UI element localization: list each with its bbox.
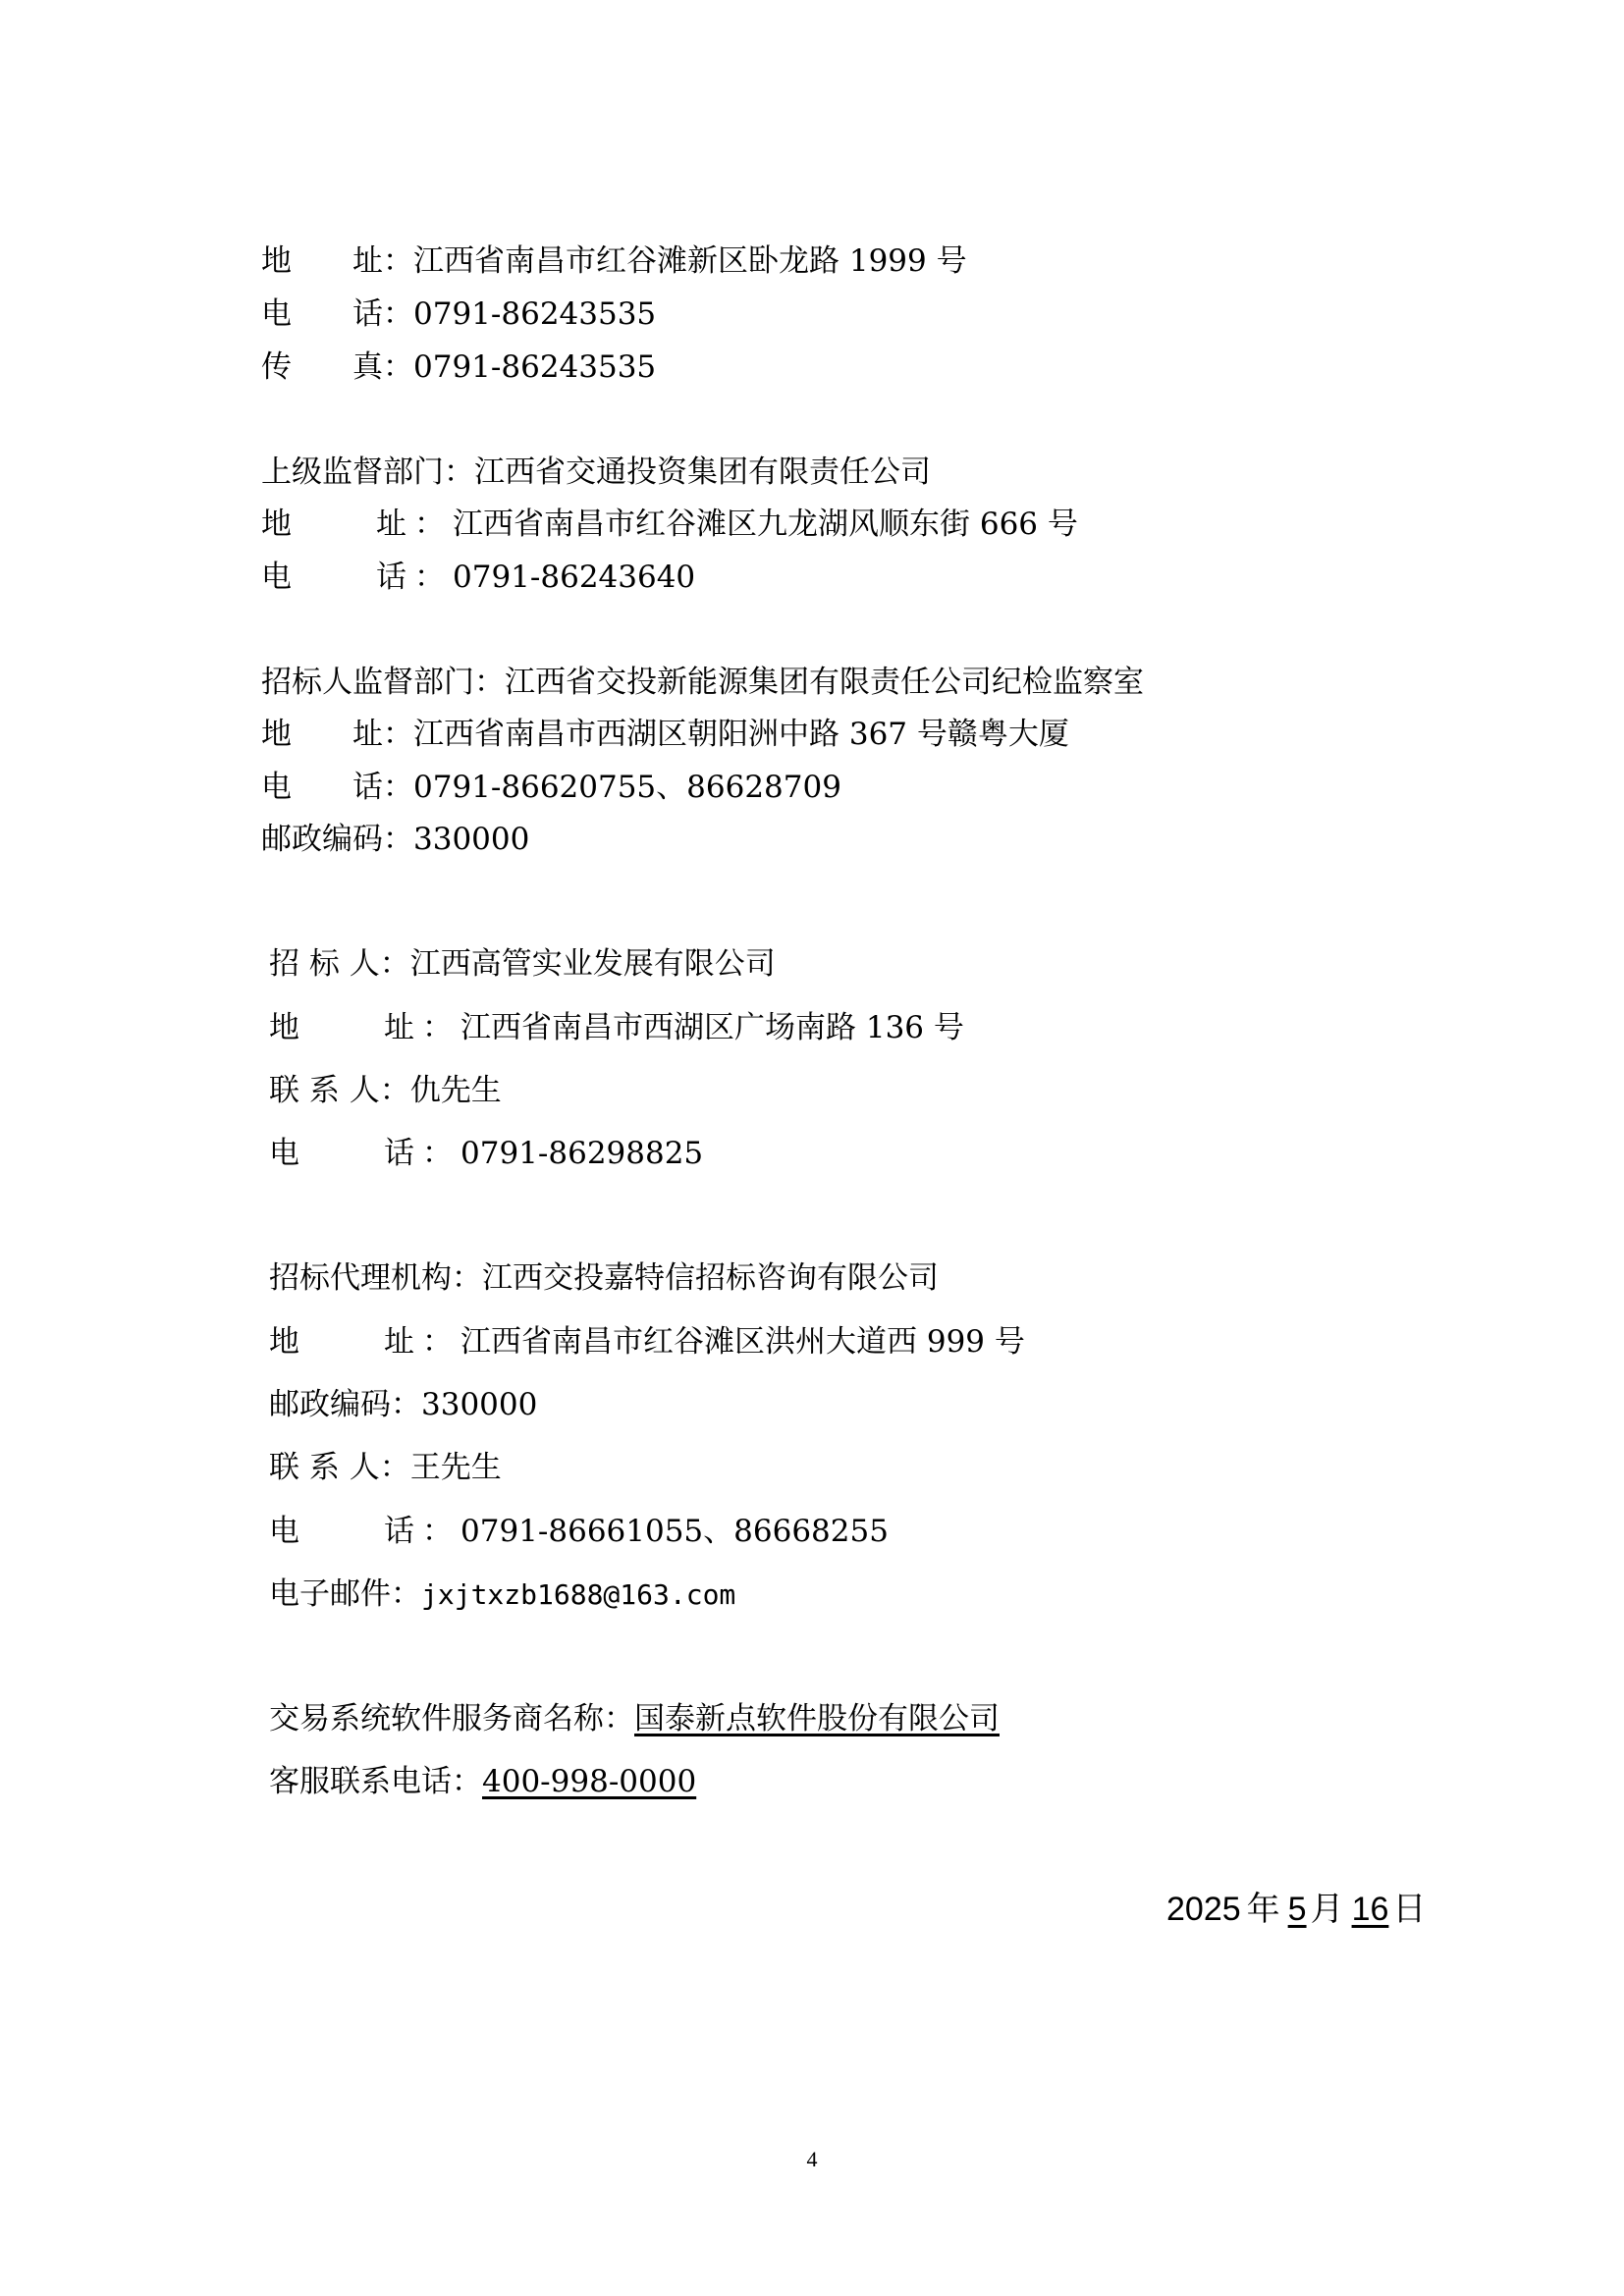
postcode-label: 邮政编码： (261, 822, 413, 857)
section1-phone-line (261, 294, 656, 334)
address-value: 江西省南昌市西湖区广场南路 136 号 (460, 1010, 964, 1045)
agency-contact-line (269, 1448, 502, 1487)
supervisor-title-value: 江西省交通投资集团有限责任公司 (474, 454, 931, 490)
address-label: 地 址： (269, 1324, 460, 1360)
supervisor-address-line (261, 505, 1078, 544)
address-label: 地 址： (261, 507, 453, 542)
postcode-label: 邮政编码： (269, 1387, 421, 1422)
service-hotline-line (269, 1762, 696, 1801)
phone-label: 电 话： (269, 1514, 460, 1549)
contact-label: 联 系 人： (269, 1073, 410, 1108)
agency-name-label: 招标代理机构： (269, 1260, 482, 1296)
date-year: 2025 (1166, 1891, 1241, 1928)
tenderer-supervisor-title-label: 招标人监督部门： (261, 665, 505, 700)
tenderer-contact-line (269, 1071, 502, 1110)
date-day-char: 日 (1392, 1890, 1427, 1929)
date-day: 16 (1351, 1891, 1389, 1928)
fax-label: 传 真： (261, 349, 413, 385)
phone-value: 0791-86298825 (460, 1136, 704, 1171)
section1-fax-line (261, 347, 656, 387)
tenderer-name-line (269, 944, 776, 984)
agency-address-line (269, 1322, 1025, 1362)
supervisor-title-line (261, 453, 931, 492)
postcode-value: 330000 (421, 1387, 538, 1422)
address-value: 江西省南昌市西湖区朝阳洲中路 367 号赣粤大厦 (413, 717, 1069, 752)
agency-phone-line (269, 1512, 889, 1551)
section1-address-line (261, 241, 967, 281)
date-month-char: 月 (1310, 1890, 1344, 1929)
address-value: 江西省南昌市红谷滩区洪州大道西 999 号 (460, 1324, 1025, 1360)
service-hotline-label: 客服联系电话： (269, 1764, 482, 1799)
document-date (1166, 1888, 1426, 1931)
contact-value: 仇先生 (409, 1073, 502, 1108)
address-label: 地 址： (261, 243, 413, 279)
agency-email-line (269, 1575, 735, 1614)
address-label: 地 址： (261, 717, 413, 752)
agency-name-value: 江西交投嘉特信招标咨询有限公司 (482, 1260, 939, 1296)
phone-value: 0791-86661055、86668255 (460, 1514, 889, 1549)
date-month: 5 (1287, 1891, 1307, 1928)
tenderer-phone-line (269, 1134, 703, 1173)
service-hotline-link[interactable]: 400-998-0000 (482, 1764, 697, 1799)
date-year-char: 年 (1246, 1890, 1280, 1929)
tenderer-name-value: 江西高管实业发展有限公司 (409, 946, 776, 982)
service-provider-line (269, 1699, 1000, 1738)
email-label: 电子邮件： (269, 1576, 421, 1612)
service-provider-link[interactable]: 国泰新点软件股份有限公司 (634, 1701, 1000, 1736)
address-value: 江西省南昌市红谷滩新区卧龙路 1999 号 (413, 243, 967, 279)
agency-name-line (269, 1258, 939, 1298)
tenderer-supervisor-address-line (261, 715, 1069, 754)
phone-value: 0791-86243535 (413, 296, 657, 332)
supervisor-title-label: 上级监督部门： (261, 454, 474, 490)
fax-value: 0791-86243535 (413, 349, 657, 385)
tenderer-address-line (269, 1008, 964, 1047)
phone-label: 电 话： (261, 560, 453, 595)
contact-value: 王先生 (409, 1450, 502, 1485)
phone-value: 0791-86243640 (453, 560, 696, 595)
agency-postcode-line (269, 1385, 537, 1424)
supervisor-phone-line (261, 558, 695, 597)
phone-label: 电 话： (261, 296, 413, 332)
address-label: 地 址： (269, 1010, 460, 1045)
service-provider-label: 交易系统软件服务商名称： (269, 1701, 634, 1736)
address-value: 江西省南昌市红谷滩区九龙湖风顺东街 666 号 (453, 507, 1078, 542)
tenderer-supervisor-postcode-line (261, 820, 529, 859)
postcode-value: 330000 (413, 822, 530, 857)
page-number: 4 (806, 2147, 818, 2171)
email-value: jxjtxzb1688@163.com (421, 1578, 736, 1611)
tenderer-supervisor-title-line (261, 663, 1144, 702)
tenderer-supervisor-title-value: 江西省交投新能源集团有限责任公司纪检监察室 (505, 665, 1144, 700)
tenderer-name-label: 招 标 人： (269, 946, 410, 982)
phone-label: 电 话： (269, 1136, 460, 1171)
contact-label: 联 系 人： (269, 1450, 410, 1485)
phone-label: 电 话： (261, 770, 413, 805)
phone-value: 0791-86620755、86628709 (413, 770, 841, 805)
tenderer-supervisor-phone-line (261, 768, 841, 807)
